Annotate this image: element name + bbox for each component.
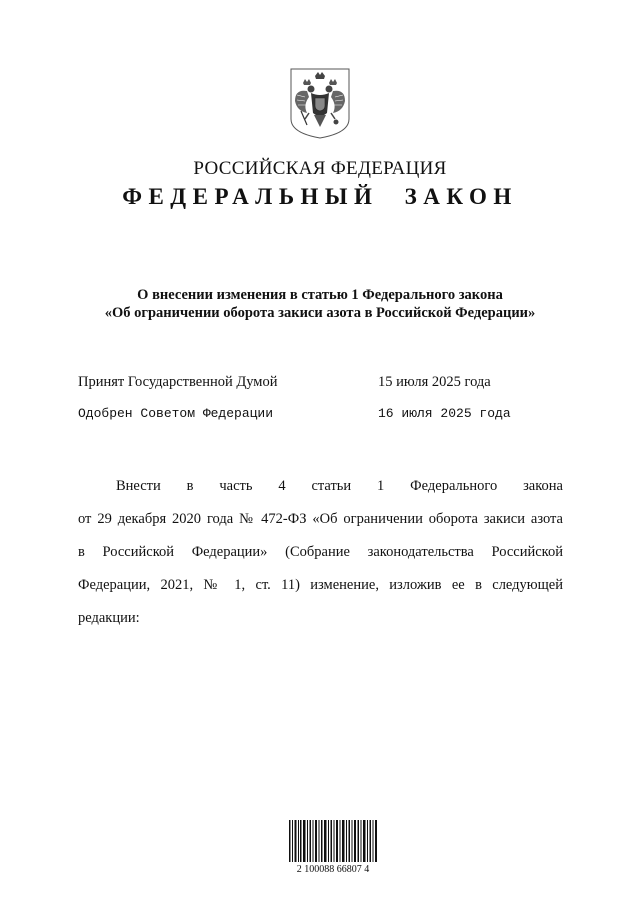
body-line: Федерации, 2021, № 1, ст. 11) изменение, изложив ее в следующей (78, 577, 563, 593)
duma-adoption-date: 15 июля 2025 года (378, 374, 491, 390)
body-line: редакции: (78, 610, 140, 626)
barcode-icon (289, 820, 377, 862)
body-line: от 29 декабря 2020 года № 472-ФЗ «Об ограничении оборота закиси азота (78, 511, 563, 527)
state-emblem (289, 67, 351, 139)
council-approval-label: Одобрен Советом Федерации (78, 406, 274, 421)
body-line: в Российской Федерации» (Собрание законодательства Российской (78, 544, 563, 560)
council-approval-date: 16 июля 2025 года (378, 406, 511, 421)
country-name: РОССИЙСКАЯ ФЕДЕРАЦИЯ (193, 158, 447, 179)
duma-adoption-label: Принят Государственной Думой (78, 374, 278, 390)
body-line: Внести в часть 4 статьи 1 Федерального закона (116, 478, 563, 494)
law-title-line-1: О внесении изменения в статью 1 Федерального закона (137, 287, 503, 303)
duma-adoption-row (78, 374, 578, 394)
barcode-number: 2 100088 66807 4 (296, 864, 370, 875)
document-barcode (283, 812, 383, 882)
russian-coat-of-arms-icon (289, 67, 351, 139)
council-approval-row (78, 406, 578, 426)
law-title-line-2: «Об ограничении оборота закиси азота в Российской Федерации» (104, 305, 536, 321)
law-title (0, 286, 640, 322)
document-type: ФЕДЕРАЛЬНЫЙ ЗАКОН (122, 184, 518, 209)
law-body-paragraph (78, 470, 563, 635)
